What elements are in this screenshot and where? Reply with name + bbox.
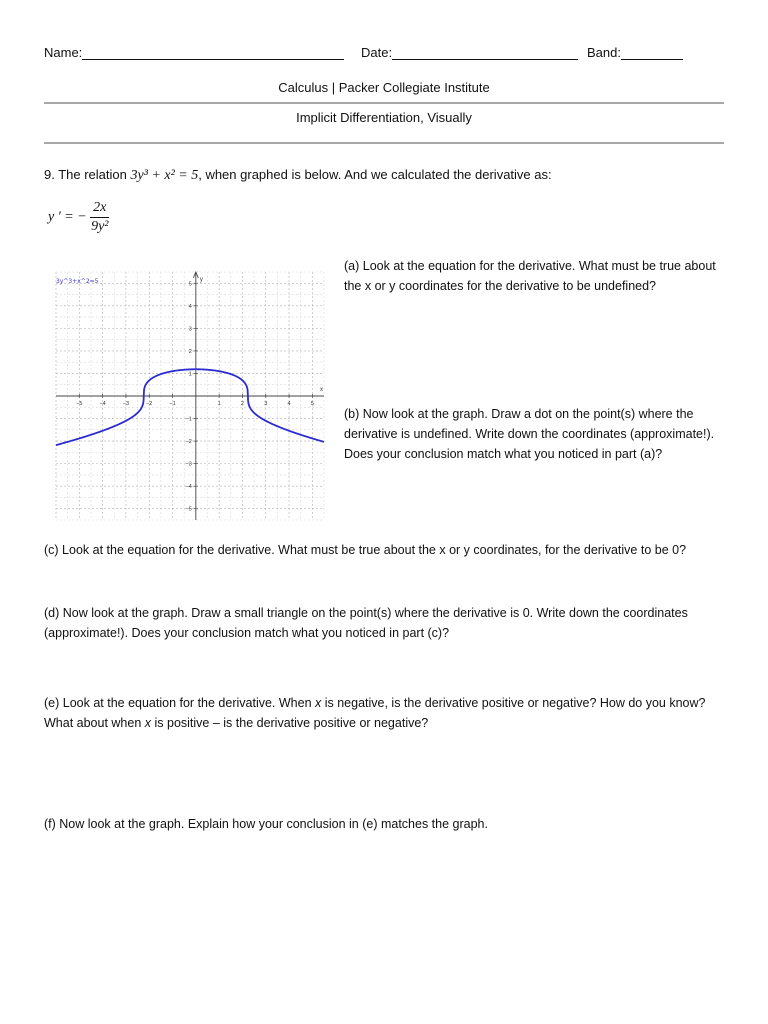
y-tick-label: −5 <box>185 506 192 513</box>
derivative-lhs: y ′ = − <box>48 209 87 225</box>
question-d: (d) Now look at the graph. Draw a small triangle on the point(s) where the derivative is 0. Write down the coordinates (approximate!). Does your conclusion match what you noticed in part (c)? <box>44 606 688 640</box>
x-tick-label: 4 <box>287 401 291 407</box>
date-blank[interactable] <box>392 45 578 60</box>
band-field[interactable] <box>587 45 683 60</box>
question-e-part1: (e) Look at the equation for the derivative. When <box>44 696 315 710</box>
derivative-denominator: 9y² <box>91 219 109 234</box>
y-tick-label: −2 <box>185 439 192 446</box>
date-field[interactable] <box>361 45 578 60</box>
y-tick-label: 5 <box>188 281 192 288</box>
x-tick-label: −5 <box>76 401 83 407</box>
x-tick-label: −1 <box>169 401 176 407</box>
band-label: Band: <box>587 45 621 60</box>
topic-line: Implicit Differentiation, Visually <box>296 110 472 125</box>
x-tick-label: 2 <box>240 401 244 407</box>
y-tick-label: 1 <box>188 371 192 378</box>
derivative-numerator: 2x <box>90 200 109 218</box>
y-tick-label: 2 <box>188 348 192 355</box>
divider-top <box>44 102 724 104</box>
name-blank[interactable] <box>82 45 344 60</box>
x-tick-label: 3 <box>264 401 268 407</box>
relation-graph <box>50 268 330 524</box>
course-line: Calculus | Packer Collegiate Institute <box>278 80 490 95</box>
band-blank[interactable] <box>621 45 683 60</box>
y-tick-label: 3 <box>188 326 192 333</box>
x-axis-label: x <box>320 387 323 393</box>
graph-tick-labels <box>76 281 314 512</box>
x-tick-label: −4 <box>99 401 106 407</box>
question-e-part2: is negative, is the derivative positive or negative? How do you know? What about when <box>44 696 706 730</box>
relation-equation: 3y³ + x² = 5 <box>130 168 199 183</box>
name-field[interactable] <box>44 45 344 60</box>
x-tick-label: 1 <box>217 401 221 407</box>
question-b: (b) Now look at the graph. Draw a dot on the point(s) where the derivative is undefined. Write down the coordinates (approximate!). Does your conclusion match what you noticed in part (a)? <box>344 407 715 461</box>
y-tick-label: −3 <box>185 461 192 468</box>
question-e <box>44 693 734 733</box>
question-e-x2: x <box>144 716 152 730</box>
question-c: (c) Look at the equation for the derivative. What must be true about the x or y coordinates, for the derivative to be 0? <box>44 543 687 557</box>
date-label: Date: <box>361 45 393 60</box>
graph-legend: 3y^3+x^2=5 <box>56 278 99 285</box>
x-tick-label: −3 <box>122 401 130 407</box>
question-f: (f) Now look at the graph. Explain how your conclusion in (e) matches the graph. <box>44 817 488 831</box>
problem-intro-prefix: 9. The relation <box>44 167 127 182</box>
x-tick-label: 5 <box>310 401 314 407</box>
y-tick-label: −4 <box>185 484 192 491</box>
x-tick-label: −2 <box>146 401 153 407</box>
problem-intro-suffix: , when graphed is below. And we calculated the derivative as: <box>198 167 552 182</box>
y-tick-label: 4 <box>188 303 192 310</box>
question-e-x1: x <box>315 696 322 710</box>
question-a: (a) Look at the equation for the derivative. What must be true about the x or y coordinates for the derivative to be undefined? <box>344 259 716 293</box>
name-label: Name: <box>44 45 83 60</box>
y-axis-label: y <box>199 277 203 283</box>
derivative-fraction <box>90 200 109 235</box>
divider-bottom <box>44 142 724 144</box>
question-e-part3: is positive – is the derivative positive or negative? <box>151 716 429 730</box>
problem-intro <box>44 165 552 186</box>
y-tick-label: −1 <box>185 416 192 423</box>
derivative-formula <box>48 200 109 235</box>
